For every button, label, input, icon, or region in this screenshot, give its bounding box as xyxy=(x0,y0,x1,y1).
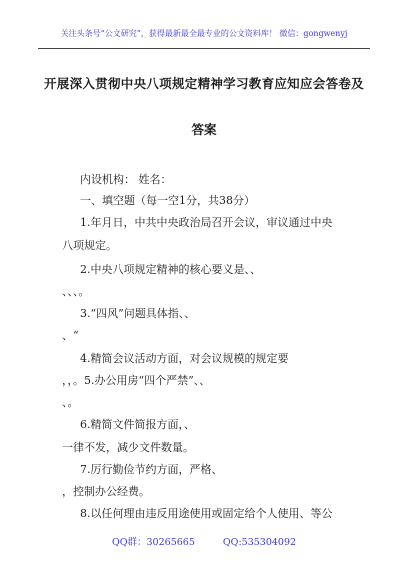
body-line-q7-cont: ，控制办公经费。 xyxy=(62,485,150,498)
body-line-q3-cont: 、“ xyxy=(62,329,79,342)
body-line-q7: 7.厉行勤俭节约方面，严格、 xyxy=(80,463,223,476)
footer-qq-group: QQ群：30265665 xyxy=(111,537,195,548)
footer-contact xyxy=(0,534,408,548)
body-line-q8: 8.以任何理由违反用途使用或固定给个人使用、等公 xyxy=(80,507,333,520)
body-line-q4-q5: ，，。5.办公用房“四个严禁”、、 xyxy=(62,374,211,387)
header-banner: 关注头条号“公文研究”，获得最新最全最专业的公文资料库！ 微信：gongwenyj xyxy=(60,29,348,38)
document-title: 开展深入贯彻中央八项规定精神学习教育应知应会答卷及 xyxy=(43,76,364,91)
body-line-q6-cont: 一律不发，减少文件数量。 xyxy=(62,441,194,454)
header-divider xyxy=(38,48,370,49)
body-line-q2: 2.中央八项规定精神的核心要义是、、 xyxy=(80,263,261,276)
body-line-q4: 4.精简会议活动方面，对会议规模的规定要 xyxy=(80,352,289,365)
body-line-q6: 6.精简文件简报方面，、 xyxy=(80,418,195,431)
body-line-q5-cont: 、。 xyxy=(62,396,79,409)
body-line-section-heading: 一、填空题（每一空1分，共38分） xyxy=(80,194,255,207)
body-line-q1: 1.年月日，中共中央政治局召开会议，审议通过中央 xyxy=(80,216,333,229)
body-line-org-name: 内设机构： 姓名： xyxy=(80,173,172,186)
footer-qq-number: QQ:535304092 xyxy=(222,537,297,548)
body-line-q3: 3.“四风”问题具体指、、 xyxy=(80,307,196,320)
document-title-continued: 答案 xyxy=(191,122,217,137)
body-line-q2-cont: 、、、。 xyxy=(62,285,90,298)
body-line-q1-cont: 八项规定。 xyxy=(62,239,117,252)
